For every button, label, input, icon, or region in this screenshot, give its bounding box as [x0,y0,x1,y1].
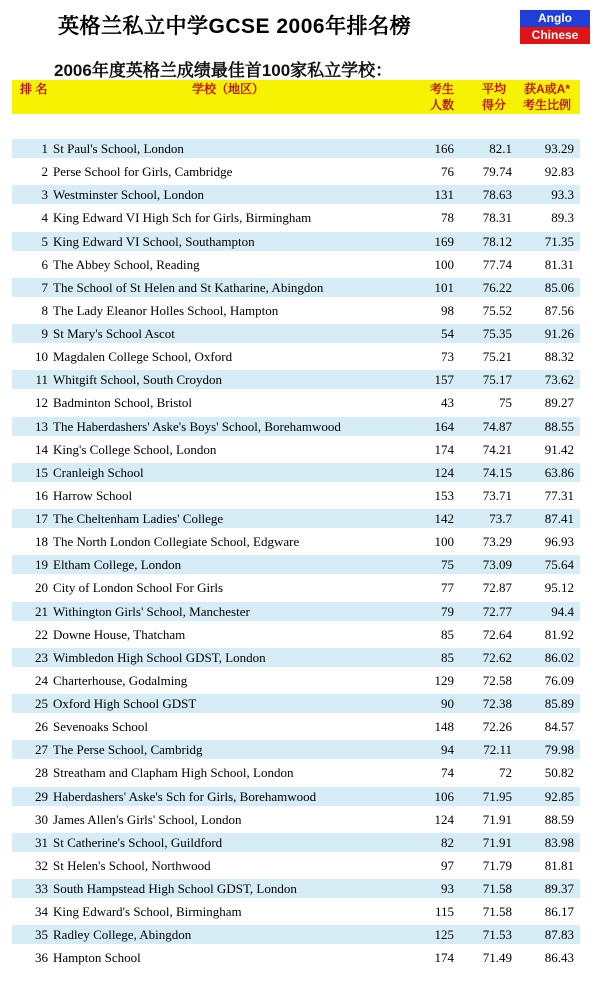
school-name-cell: The North London Collegiate School, Edgware [53,534,300,550]
school-name-cell: Magdalen College School, Oxford [53,349,233,365]
rank-cell: 4 [41,210,48,226]
average-score-cell: 71.58 [482,904,512,920]
rank-cell: 22 [35,626,48,642]
rank-cell: 32 [35,857,48,873]
student-count-cell: 148 [434,719,454,735]
table-row [12,602,580,621]
student-count-cell: 90 [441,696,454,711]
a-grade-percentage-cell: 77.31 [544,487,574,503]
table-row [12,232,580,251]
rank-cell: 8 [41,302,48,318]
average-score-cell: 72.38 [482,696,512,711]
student-count-cell: 82 [441,834,454,850]
table-row [12,879,580,898]
average-score-cell: 72.26 [482,719,512,735]
student-count-cell: 153 [434,487,454,503]
a-grade-percentage-cell: 86.17 [544,904,574,920]
school-name-cell: South Hampstead High School GDST, London [53,881,297,896]
rank-cell: 34 [35,904,48,920]
table-row [12,625,580,644]
average-score-cell: 72.62 [482,649,512,665]
rank-cell: 20 [35,580,48,596]
a-grade-percentage-cell: 95.12 [544,580,574,596]
average-score-cell: 73.09 [482,557,512,573]
school-name-cell: James Allen's Girls' School, London [53,811,242,827]
average-score-cell: 72.64 [482,626,512,642]
student-count-cell: 166 [434,141,454,156]
rank-cell: 18 [35,534,48,550]
school-name-cell: Harrow School [53,487,133,503]
rank-cell: 31 [35,834,48,850]
school-name-cell: Haberdashers' Aske's Sch for Girls, Borehamwood [53,788,317,804]
school-name-cell: Streatham and Clapham High School, London [53,765,294,781]
average-score-cell: 78.31 [482,210,512,226]
table-row [12,948,580,967]
rank-cell: 27 [35,742,48,758]
header-average-score: 平均 得分 [481,82,506,112]
a-grade-percentage-cell: 76.09 [544,672,574,688]
student-count-cell: 169 [434,233,454,249]
a-grade-percentage-cell: 88.55 [544,418,574,434]
rank-cell: 16 [35,487,48,503]
a-grade-percentage-cell: 50.82 [544,765,574,781]
table-row [12,648,580,667]
header-student-count: 考生 人数 [429,82,454,112]
school-name-cell: King Edward VI School, Southampton [53,233,255,249]
rank-cell: 33 [35,881,48,896]
student-count-cell: 101 [434,279,454,295]
average-score-cell: 74.21 [482,441,512,457]
page-title: 英格兰私立中学GCSE 2006年排名榜 [58,15,412,38]
student-count-cell: 164 [434,418,454,434]
average-score-cell: 75.21 [482,349,512,365]
school-name-cell: St Mary's School Ascot [53,326,175,341]
a-grade-percentage-cell: 88.59 [544,811,574,827]
average-score-cell: 72 [499,765,512,781]
a-grade-percentage-cell: 92.83 [544,164,574,180]
table-row [12,208,580,227]
average-score-cell: 71.53 [482,927,512,943]
a-grade-percentage-cell: 91.26 [544,326,574,341]
average-score-cell: 71.91 [482,834,512,850]
average-score-cell: 71.79 [482,857,512,873]
table-row [12,417,580,436]
a-grade-percentage-cell: 81.31 [544,256,574,272]
table-row [12,902,580,921]
rank-cell: 29 [35,788,48,804]
student-count-cell: 74 [441,765,454,781]
student-count-cell: 124 [434,811,454,827]
anglo-chinese-logo [520,10,590,44]
average-score-cell: 82.1 [489,141,512,156]
rank-cell: 1 [41,141,48,156]
table-row [12,440,580,459]
student-count-cell: 174 [434,950,454,966]
page-subtitle: 2006年度英格兰成绩最佳首100家私立学校： [54,61,393,80]
average-score-cell: 76.22 [482,279,512,295]
rank-cell: 5 [41,233,48,249]
a-grade-percentage-cell: 91.42 [544,441,574,457]
student-count-cell: 98 [441,302,454,318]
logo-line-1: Anglo [520,10,590,27]
average-score-cell: 77.74 [482,256,512,272]
student-count-cell: 100 [434,256,454,272]
school-name-cell: Whitgift School, South Croydon [53,372,222,388]
rank-cell: 17 [35,511,48,526]
student-count-cell: 79 [441,603,454,619]
rank-cell: 19 [35,557,48,573]
table-row [12,532,580,551]
a-grade-percentage-cell: 85.06 [544,279,574,295]
a-grade-percentage-cell: 85.89 [544,696,574,711]
rank-cell: 2 [41,164,48,180]
student-count-cell: 157 [434,372,454,388]
school-name-cell: Sevenoaks School [53,719,148,735]
school-name-cell: The School of St Helen and St Katharine, Abingdon [53,279,324,295]
student-count-cell: 54 [441,326,454,341]
table-row [12,763,580,782]
school-name-cell: St Paul's School, London [53,141,184,156]
student-count-cell: 124 [434,464,454,480]
average-score-cell: 71.49 [482,950,512,966]
rank-cell: 24 [35,672,48,688]
table-row [12,787,580,806]
school-name-cell: Withington Girls' School, Manchester [53,603,250,619]
average-score-cell: 78.63 [482,187,512,203]
logo-line-2: Chinese [520,27,590,44]
table-row [12,370,580,389]
table-row [12,509,580,528]
rank-cell: 26 [35,719,48,735]
a-grade-percentage-cell: 93.29 [544,141,574,156]
average-score-cell: 72.58 [482,672,512,688]
student-count-cell: 97 [441,857,454,873]
table-row [12,301,580,320]
average-score-cell: 74.87 [482,418,512,434]
a-grade-percentage-cell: 75.64 [544,557,574,573]
average-score-cell: 73.71 [482,487,512,503]
a-grade-percentage-cell: 63.86 [544,464,574,480]
a-grade-percentage-cell: 86.02 [544,649,574,665]
average-score-cell: 75.17 [482,372,512,388]
a-grade-percentage-cell: 88.32 [544,349,574,365]
rank-cell: 12 [35,395,48,411]
table-row [12,925,580,944]
a-grade-percentage-cell: 94.4 [551,603,574,619]
student-count-cell: 93 [441,881,454,896]
student-count-cell: 129 [434,672,454,688]
a-grade-percentage-cell: 84.57 [544,719,574,735]
rank-cell: 9 [41,326,48,341]
rank-cell: 30 [35,811,48,827]
student-count-cell: 43 [441,395,454,411]
a-grade-percentage-cell: 83.98 [544,834,574,850]
table-row [12,694,580,713]
school-name-cell: The Lady Eleanor Holles School, Hampton [53,302,279,318]
student-count-cell: 76 [441,164,454,180]
table-row [12,255,580,274]
school-name-cell: Hampton School [53,950,141,966]
student-count-cell: 174 [434,441,454,457]
a-grade-percentage-cell: 89.3 [551,210,574,226]
school-name-cell: Radley College, Abingdon [53,927,192,943]
table-row [12,810,580,829]
school-name-cell: King Edward's School, Birmingham [53,904,242,920]
student-count-cell: 131 [434,187,454,203]
school-name-cell: King Edward VI High Sch for Girls, Birmingham [53,210,312,226]
table-row [12,833,580,852]
average-score-cell: 75.52 [482,302,512,318]
table-row [12,347,580,366]
school-name-cell: The Abbey School, Reading [53,256,200,272]
rank-cell: 13 [35,418,48,434]
school-name-cell: Eltham College, London [53,557,182,573]
student-count-cell: 106 [434,788,454,804]
average-score-cell: 79.74 [482,164,512,180]
table-row [12,185,580,204]
a-grade-percentage-cell: 73.62 [544,372,574,388]
school-name-cell: Oxford High School GDST [53,696,197,711]
rank-cell: 6 [41,256,48,272]
a-grade-percentage-cell: 81.92 [544,626,574,642]
student-count-cell: 85 [441,649,454,665]
school-name-cell: The Perse School, Cambridg [53,742,203,758]
header-school: 学校（地区） [192,82,265,96]
a-grade-percentage-cell: 93.3 [551,187,574,203]
school-name-cell: Charterhouse, Godalming [53,672,188,688]
school-name-cell: King's College School, London [53,441,217,457]
table-row [12,578,580,597]
student-count-cell: 100 [434,534,454,550]
student-count-cell: 94 [441,742,454,758]
average-score-cell: 75 [499,395,512,411]
average-score-cell: 73.29 [482,534,512,550]
table-row [12,555,580,574]
school-name-cell: Wimbledon High School GDST, London [53,649,266,665]
student-count-cell: 85 [441,626,454,642]
school-name-cell: St Helen's School, Northwood [53,857,211,873]
table-row [12,856,580,875]
header-rank: 排 名 [20,82,48,96]
school-name-cell: Westminster School, London [53,187,204,203]
school-name-cell: Perse School for Girls, Cambridge [53,164,233,180]
rank-cell: 14 [35,441,48,457]
student-count-cell: 78 [441,210,454,226]
rank-cell: 25 [35,696,48,711]
school-name-cell: The Cheltenham Ladies' College [53,511,224,526]
table-row [12,486,580,505]
average-score-cell: 71.91 [482,811,512,827]
a-grade-percentage-cell: 71.35 [544,233,574,249]
student-count-cell: 77 [441,580,454,596]
table-row [12,139,580,158]
average-score-cell: 71.58 [482,881,512,896]
rank-cell: 21 [35,603,48,619]
a-grade-percentage-cell: 87.56 [544,302,574,318]
table-row [12,740,580,759]
student-count-cell: 125 [434,927,454,943]
a-grade-percentage-cell: 89.27 [544,395,574,411]
ranking-table [12,139,580,972]
table-row [12,671,580,690]
rank-cell: 15 [35,464,48,480]
average-score-cell: 72.77 [482,603,512,619]
a-grade-percentage-cell: 87.41 [544,511,574,526]
school-name-cell: St Catherine's School, Guildford [53,834,223,850]
table-row [12,278,580,297]
a-grade-percentage-cell: 89.37 [544,881,574,896]
a-grade-percentage-cell: 79.98 [544,742,574,758]
student-count-cell: 75 [441,557,454,573]
average-score-cell: 72.87 [482,580,512,596]
header-a-grade-percentage: 获A或A* 考生比例 [522,82,571,112]
table-row [12,717,580,736]
average-score-cell: 74.15 [482,464,512,480]
school-name-cell: City of London School For Girls [53,580,224,596]
a-grade-percentage-cell: 86.43 [544,950,574,966]
school-name-cell: Badminton School, Bristol [53,395,193,411]
student-count-cell: 115 [434,904,454,920]
rank-cell: 28 [35,765,48,781]
average-score-cell: 72.11 [483,742,512,758]
rank-cell: 10 [35,349,48,365]
a-grade-percentage-cell: 92.85 [544,788,574,804]
rank-cell: 23 [35,649,48,665]
average-score-cell: 73.7 [489,511,512,526]
table-row [12,324,580,343]
rank-cell: 11 [35,372,48,388]
average-score-cell: 78.12 [482,233,512,249]
average-score-cell: 75.35 [482,326,512,341]
school-name-cell: Cranleigh School [53,464,144,480]
table-header [12,80,580,114]
a-grade-percentage-cell: 81.81 [544,857,574,873]
rank-cell: 36 [35,950,48,966]
table-row [12,463,580,482]
student-count-cell: 73 [441,349,454,365]
student-count-cell: 142 [434,511,454,526]
school-name-cell: Downe House, Thatcham [53,626,186,642]
table-row [12,393,580,412]
a-grade-percentage-cell: 96.93 [544,534,574,550]
school-name-cell: The Haberdashers' Aske's Boys' School, Borehamwood [53,418,341,434]
a-grade-percentage-cell: 87.83 [544,927,574,943]
rank-cell: 3 [41,187,48,203]
rank-cell: 7 [41,279,48,295]
average-score-cell: 71.95 [482,788,512,804]
table-row [12,162,580,181]
rank-cell: 35 [35,927,48,943]
